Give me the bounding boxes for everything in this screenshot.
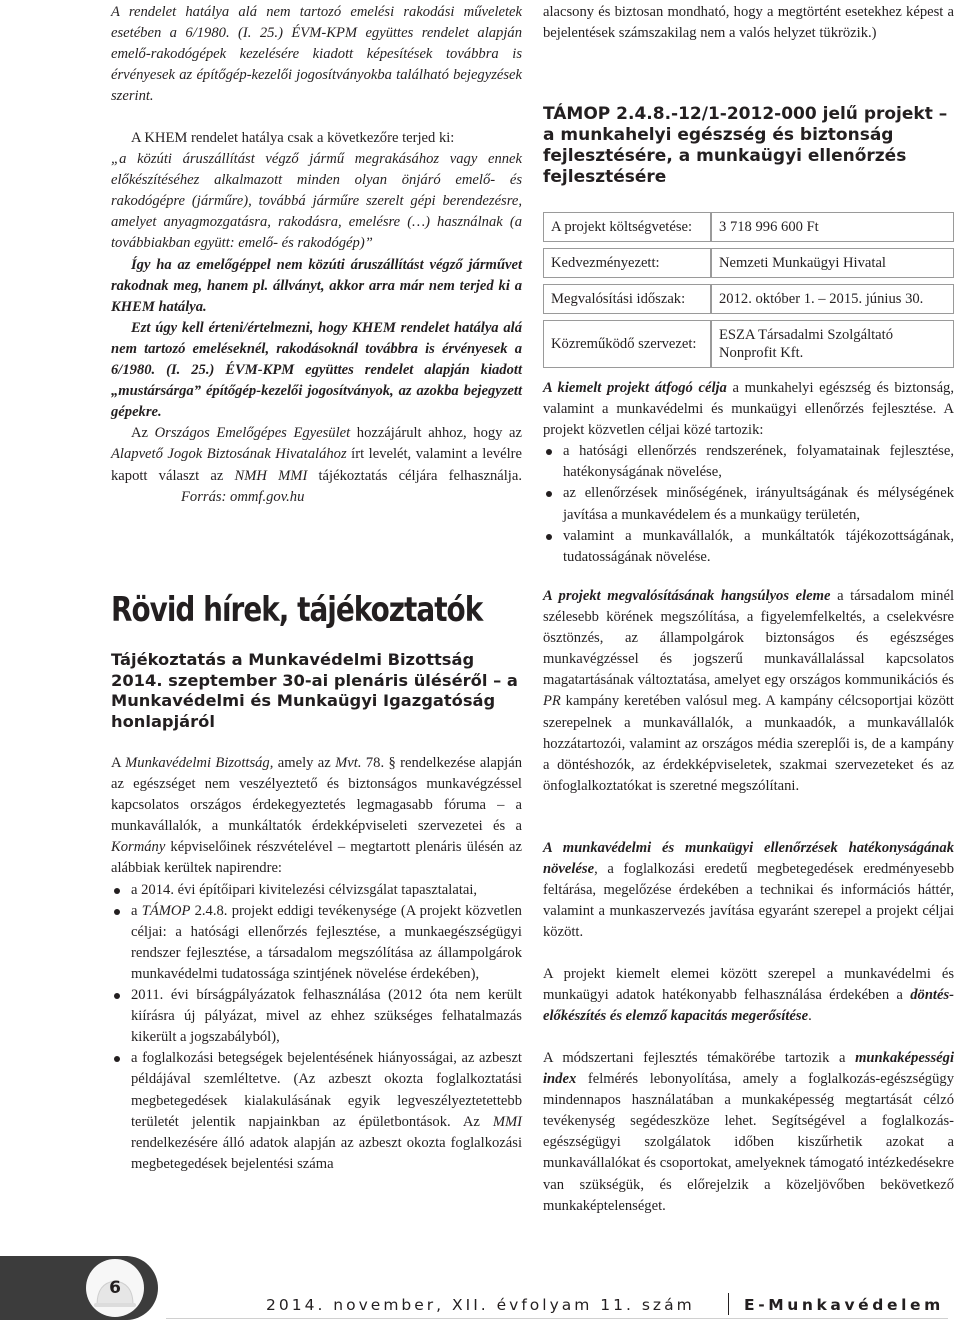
news-heading-block [111, 590, 522, 630]
project-title-block [543, 104, 954, 188]
news-subtitle: Tájékoztatás a Munkavédelmi Bizottság 2014. szeptember 30-ai plenáris üléséről – a Munkavédelmi és Munkaügyi Igazgatóság honlapjáról [111, 650, 518, 731]
footer-divider [166, 1318, 948, 1319]
campaign-paragraph: A projekt megvalósításának hangsúlyos eleme a társadalom minél szélesebb körének megszólítása, a figyelemfelkeltés, a cselekvésre ösztönzés, az állampolgárok biztonságos és egészséges munkavégzéssel és jogszerű munkavállalással kapcsolatos magatartásának változtatása, amelyet egy országos kommunikációs és PR kampány keretében valósul meg. A kampány célcsoportjai között szerepelnek a munkavállalók, a munkaadók, a munkavállalók hozzátartozói, valamint az országos média szereplői is, de a kampány a döntéshozók, az érdekképviseletek, szakmai szervezeteket és az önfoglalkoztatókat is szeretné megszólítani. [543, 588, 954, 794]
khem-scope-lead: A KHEM rendelet hatálya csak a következőre terjed ki: [131, 130, 455, 146]
list-item: a hatósági ellenőrzés rendszerének, folyamatainak fejlesztése, hatékonyságának növelése, [543, 441, 954, 483]
efficiency-section [543, 838, 954, 943]
table-row: Kedvezményezett: Nemzeti Munkaügyi Hivatal [543, 248, 954, 278]
list-item: a 2014. évi építőipari kivitelezési célvizsgálat tapasztalatai, [111, 880, 522, 901]
work-ability-section [543, 1048, 954, 1217]
list-item: 2011. évi bírságpályázatok felhasználása (2012 óta nem került kiírásra új pályázat, mivel az ehhez szükséges felhatalmazás kikerült a jogszabályból), [111, 985, 522, 1048]
table-row: Közreműködő szervezet: ESZA Társadalmi Szolgáltató Nonprofit Kft. [543, 320, 954, 368]
project-goals-paragraph: A kiemelt projekt átfogó célja a munkahelyi egészség és biztonság, valamint a munkavédelmi és munkaügyi ellenőrzés fejlesztése. A projekt közvetlen céljai közé tartozik: [543, 380, 954, 439]
project-title: TÁMOP 2.4.8.-12/1-2012-000 jelű projekt – a munkahelyi egészség és biztonság fejlesztésére, a munkaügyi ellenőrzés fejlesztésére [543, 104, 948, 187]
project-table-block [543, 206, 954, 374]
list-item: valamint a munkavállalók, a munkáltatók tájékozottságának, tudatosságának növelése. [543, 526, 954, 568]
list-item: a TÁMOP 2.4.8. projekt eddigi tevékenysége (A projekt közvetlen céljai: a hatósági ellenőrzés fejlesztése, a munkaegészségügyi rendszer fejlesztése, a társadalom megszólítása az állampolgárok munkavédelmi tudatossága szintjének növelése érdekében), [111, 901, 522, 985]
committee-section [111, 753, 522, 1175]
khem-scope-quote: „a közúti áruszállítást végző jármű megrakásához vagy ennek előkészítéséhez alkalmazott minden olyan önjáró emelő- és rakodógépre (járműre), továbbá járműre szerelt gépi berendezésre, amelyet anyagmozgatásra, rakodásra, emelésre (…) használnak (a továbbiakban együtt: emelő- és rakodógép)” [111, 151, 522, 252]
news-subtitle-block [111, 650, 522, 732]
khem-scope-section [111, 128, 522, 508]
page-footer [0, 1245, 960, 1337]
intro-paragraph: A rendelet hatálya alá nem tartozó emelési rakodási műveletek esetében a 6/1980. (I. 25.) ÉVM-KPM együttes rendelet alapján emelő-rakodógépek kezelésére kiadott képesítések továbbra is érvényesek az építőgép-kezelői jogosítványokba található bejegyzések szerint. [111, 4, 522, 105]
data-usage-section [543, 964, 954, 1027]
project-goals-section [543, 378, 954, 568]
efficiency-paragraph: A munkavédelmi és munkaügyi ellenőrzések hatékonyságának növelése, a foglalkozási eredetű megbetegedések eredményesebb feltárása, megelőzése érdekében a technikai és információs háttér, valamint a munkaszervezés javítása egyaránt szerepel a projekt céljai között. [543, 840, 954, 941]
khem-scope-example: Így ha az emelőgéppel nem közúti áruszállítást végző járművet rakodnak meg, hanem pl. állványt, akkor arra már nem terjed ki a KHEM hatálya. [111, 256, 522, 315]
issue-info: 2014. november, XII. évfolyam 11. szám [266, 1296, 695, 1314]
campaign-section [543, 586, 954, 797]
publication-brand: E-Munkavédelem [744, 1296, 944, 1314]
project-goals-list [543, 441, 954, 568]
project-info-table [543, 206, 954, 374]
agenda-list [111, 880, 522, 1175]
table-row: Megvalósítási időszak: 2012. október 1. – 2015. június 30. [543, 284, 954, 314]
association-paragraph: Az Országos Emelőgépes Egyesület hozzájárult ahhoz, hogy az Alapvető Jogok Biztosának Hivatalához írt levelét, valamint a levélre kapott választ az NMH MMI tájékoztatás céljára felhasználja.Forrás: ommf.gov.hu [111, 425, 523, 505]
work-ability-paragraph: A módszertani fejlesztés témakörébe tartozik a munkaképességi index felmérés lebonyolítása, amely a foglalkozás-egészségügy mindennapos használatában a munkaképesség megtartását célzó tevékenység segédeszköze lehet. Segítségével a foglalkozás-egészségügyi szolgálatok időben kiszűrhetik azokat a munkavállalókat és csoportokat, amelyeknek támogató intézkedésekre van szükségük, és előrejelzik a közeljövőben bekövetkező munkaképtelenséget. [543, 1050, 954, 1214]
table-row: A projekt költségvetése: 3 718 996 600 Ft [543, 212, 954, 242]
list-item: a foglalkozási betegségek bejelentésének hiányosságai, az azbeszt példájával szemléltetve. (Az azbeszt okozta foglalkoztatási megbetegedések kialakulásának egyik legveszélyeztetettebb területét jelentik napjainkban az épületbontások. Az MMI rendelkezésére álló adatok alapján az azbeszt okozta foglalkozási megbetegedések bejelentési száma [111, 1048, 522, 1175]
data-usage-paragraph: A projekt kiemelt elemei között szerepel a munkavédelmi és munkaügyi adatok hatékonyabb felhasználása érdekében a döntés-előkészítés és elemző kapacitás megerősítése. [543, 966, 954, 1025]
continuation-paragraph: alacsony és biztosan mondható, hogy a megtörtént esetekhez képest a bejelentések számszakilag nem a valós helyzet tükrözik.) [543, 4, 954, 42]
page-number: 6 [109, 1278, 121, 1298]
footer-separator [728, 1293, 729, 1315]
source-credit: Forrás: ommf.gov.hu [181, 488, 305, 505]
news-section-title: Rövid hírek, tájékoztatók [111, 590, 483, 630]
khem-scope-interpretation: Ezt úgy kell érteni/értelmezni, hogy KHEM rendelet hatálya alá nem tartozó emeléseknél, rakodásoknál továbbra is érvényesek a 6/1980. (I. 25.) ÉVM-KPM együttes rendelet alapján kiadott „mustársárga” építőgép-kezelői jogosítványok, az azokba bejegyzett gépekre. [111, 319, 522, 421]
list-item: az ellenőrzések minőségének, irányultságának és mélységének javítása a munkavédelem és a munkaügy területén, [543, 483, 954, 525]
committee-paragraph: A Munkavédelmi Bizottság, amely az Mvt. 78. § rendelkezése alapján az egészséget nem veszélyeztető és biztonságos munkavégzéssel kapcsolatos országos érdekegyeztetés legmagasabb fóruma – a munkavállalók, a munkáltatók érdekképviseleti szervezetei és a Kormány képviselőinek részvételével – megtartott plenáris ülésén az alábbiak kerültek napirendre: [111, 755, 523, 877]
